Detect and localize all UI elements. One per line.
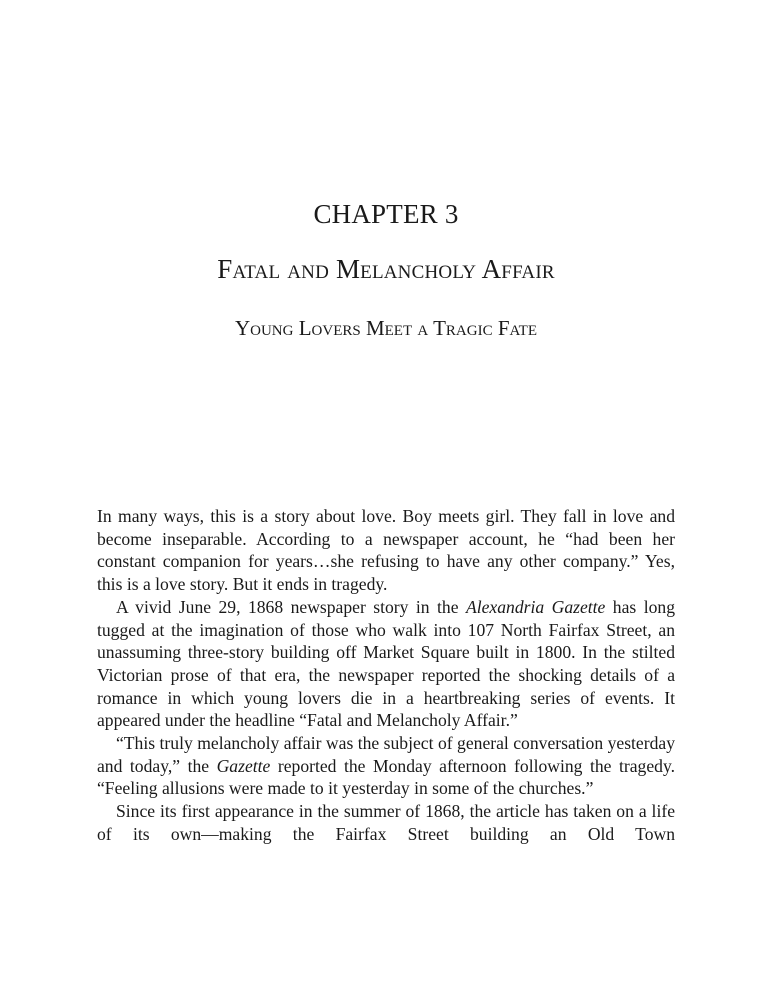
- chapter-body: [97, 505, 675, 846]
- paragraph-2-text-start: A vivid June 29, 1868 newspaper story in the: [116, 596, 466, 617]
- chapter-subtitle: Young Lovers Meet a Tragic Fate: [234, 316, 538, 340]
- newspaper-short-name-italic: Gazette: [216, 755, 271, 776]
- paragraph-2-text-end: has long tugged at the imagination of those who walk into 107 North Fairfax Street, an unassuming three-story building off Market Square built in 1800. In the stilted Victorian prose of that era, the newspaper reported the shocking details of a romance in which young lovers die in a heartbreaking series of events. It appeared under the headline “Fatal and Melancholy Affair.”: [97, 596, 675, 731]
- paragraph-3: [97, 732, 675, 800]
- paragraph-2: [97, 596, 675, 732]
- paragraph-4: Since its first appearance in the summer of 1868, the article has taken on a life of its own—making the Fairfax Street building an Old Town: [97, 801, 675, 844]
- chapter-title: Fatal and Melancholy Affair: [217, 254, 555, 284]
- chapter-number: CHAPTER 3: [313, 199, 459, 229]
- paragraph-3-text-end: reported the Monday afternoon following the tragedy. “Feeling allusions were made to it yesterday in some of the churches.”: [97, 755, 676, 799]
- paragraph-1: In many ways, this is a story about love. Boy meets girl. They fall in love and become inseparable. According to a newspaper account, he “had been her constant companion for years…she refusing to have any other company.” Yes, this is a love story. But it ends in tragedy.: [97, 506, 675, 595]
- newspaper-name-italic: Alexandria Gazette: [465, 596, 606, 617]
- paragraph-3-text-start: “This truly melancholy affair was the subject of general conversation yesterday and today,” the: [97, 733, 675, 776]
